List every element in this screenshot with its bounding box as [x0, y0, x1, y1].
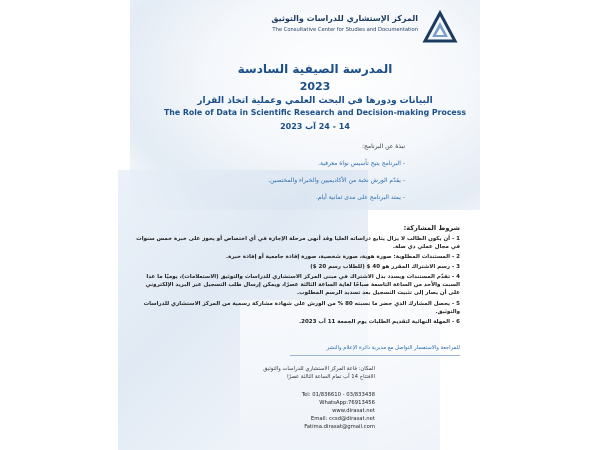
subtitle-arabic: البيانات ودورها في البحث العلمي وعملية اتخاذ القرار [197, 96, 433, 106]
condition-item: 4 - تقدّم المستندات ويسدد بدل الاشتراك في مبنى المركز الاستشاري للدراسات والتوثيق (الاستعلامات)، يوميًا ما عدا السبت والأحد من الساعة التاسعة صباحًا لغاية الساعة الثالثة عصرًا، ويمكن إرسال طلب التسجيل عبر البريد الإلكتروني على أن يصار إلى تثبيت التسجيل بعد تسديد الرسم المطلوب. [145, 274, 460, 296]
condition-item: 2 - المستندات المطلوبة: صورة هوية، صورة شخصية، صورة إفادة جامعية أو إفادة خبرة. [226, 254, 460, 260]
contact-note: للمراجعة والاستفسار التواصل مع مديرية دائرة الإعلام والنشر [326, 345, 460, 351]
page-title: المدرسة الصيفية السادسة [237, 62, 393, 76]
subtitle-english: The Role of Data in Scientific Research and Decision-making Process [163, 108, 467, 117]
center-logo [271, 10, 458, 50]
website-link[interactable]: www.dirasat.net [332, 408, 375, 414]
program-item: - يمتد البرنامج على مدى ثمانية أيام. [316, 194, 405, 201]
program-item: - يقدّم الورش نخبة من الأكاديميين والخبراء والمختصين. [268, 177, 405, 184]
email-link[interactable]: Email: ccsd@dirasat.net [310, 416, 375, 422]
contact-divider [290, 355, 460, 356]
condition-item: 1 - أن يكون الطالب لا يزال يتابع دراساته العليا وقد أنهى مرحلة الإجازة في أي اختصاص أو يحوز على خبرة خمس سنوات في مجال عملي ذي صلة. [136, 236, 460, 250]
title-year: 2023 [299, 80, 331, 93]
conditions-heading: شروط المشاركة: [403, 224, 460, 232]
event-dates: 14 - 24 آب 2023 [280, 122, 350, 131]
program-item: - البرنامج يتيح تأسيس نواة معرفية. [318, 160, 405, 167]
logo-arabic-text: المركز الإستشاري للدراسات والتوثيق [271, 14, 418, 23]
whatsapp-text: WhatsApp:76913456 [319, 400, 375, 406]
condition-item: 5 - يحصل المشارك الذي حضر ما نسبته 80 % من الورش على شهادة مشاركة رسمية من المركز الاستشاري للدراسات والتوثيق. [143, 301, 460, 315]
venue-text: المكان: قاعة المركز الاستشاري للدراسات والتوثيق [263, 366, 375, 372]
logo-english-text: The Consultative Center for Studies and Documentation [272, 27, 418, 33]
program-heading: نبذة عن البرنامج: [362, 143, 405, 150]
condition-item: 6 - المهلة النهائية لتقديم الطلبات يوم الجمعة 11 آب 2023. [299, 319, 460, 325]
phone-text: Tel: 01/836610 - 03/833438 [301, 392, 375, 398]
condition-item: 3 - رسم الاشتراك المقرر هو 40 $ (للطلاب رسم 20 $) [310, 264, 460, 270]
email-link-secondary[interactable]: Fatima.dirasat@gmail.com [304, 424, 375, 430]
opening-text: الافتتاح 14 آب تمام الساعة الثالثة عصرًا [287, 374, 375, 380]
logo-mark-icon [422, 10, 458, 46]
